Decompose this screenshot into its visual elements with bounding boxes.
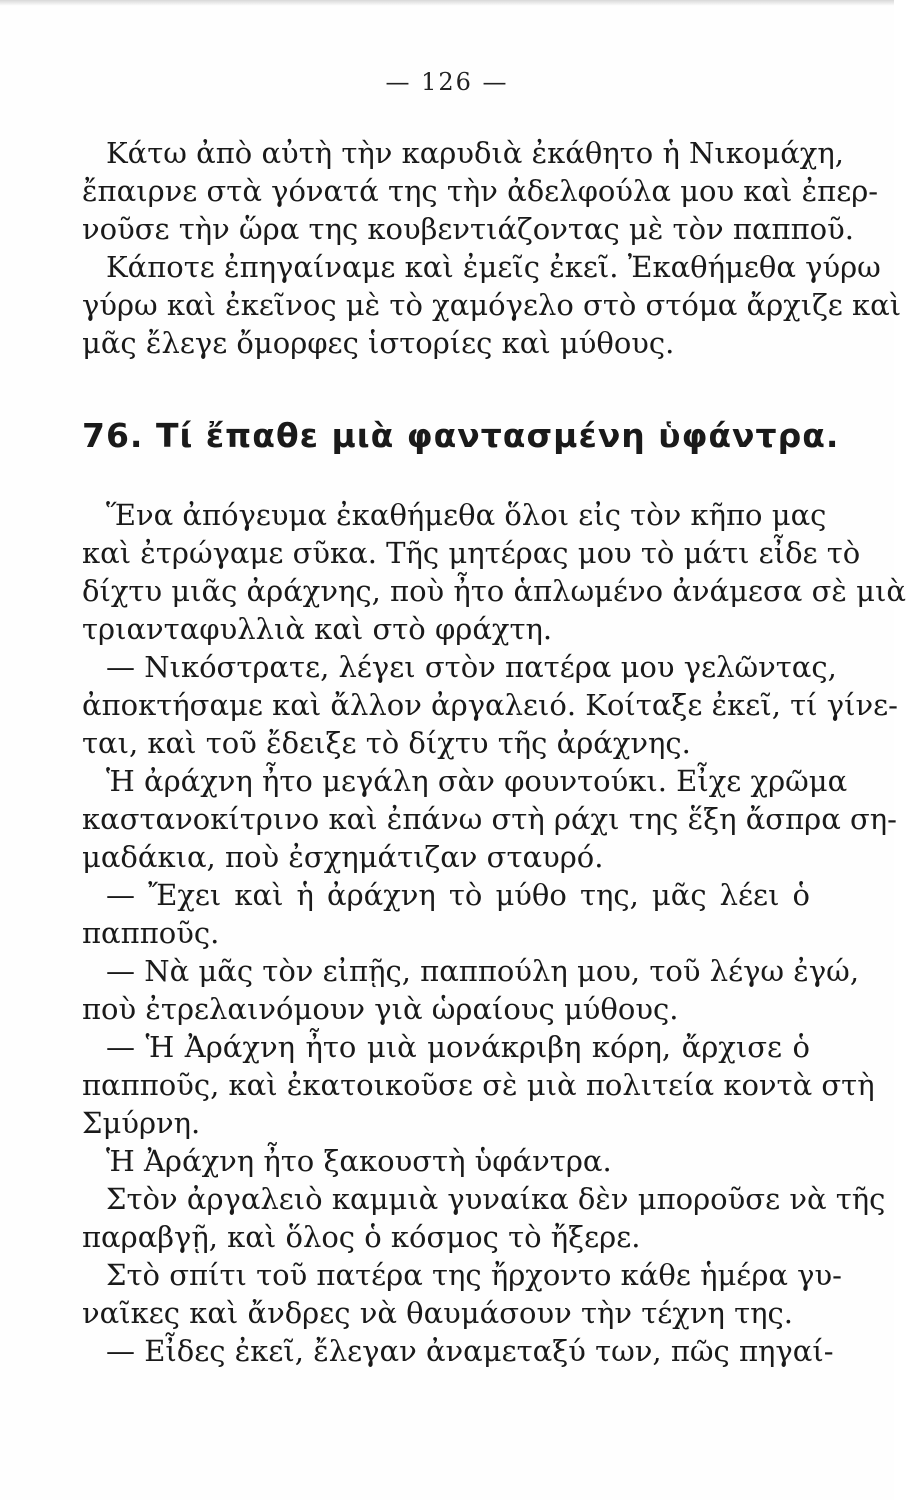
intro-paragraph [82, 134, 902, 362]
text-line: παραβγῇ, καὶ ὅλος ὁ κόσμος τὸ ἤξερε. [82, 1220, 641, 1254]
text-line: ἔπαιρνε στὰ γόνατά της τὴν ἀδελφούλα μου καὶ ἐπερ- [82, 174, 879, 208]
text-line: παπποῦς. [82, 916, 220, 950]
text-line: Ἡ ἀράχνη ἦτο μεγάλη σὰν φουντούκι. Εἶχε χρῶμα [106, 764, 848, 798]
text-line: καὶ ἐτρώγαμε σῦκα. Τῆς μητέρας μου τὸ μάτι εἶδε τὸ [82, 536, 861, 570]
text-line: δίχτυ μιᾶς ἀράχνης, ποὺ ἦτο ἁπλωμένο ἀνάμεσα σὲ μιὰ [82, 574, 906, 608]
text-line: ἀποκτήσαμε καὶ ἄλλον ἀργαλειό. Κοίταξε ἐκεῖ, τί γίνε- [82, 688, 898, 722]
text-line: — Ἡ Ἀράχνη ἦτο μιὰ μονάκριβη κόρη, ἄρχισε ὁ [106, 1030, 810, 1064]
text-line: Στὸν ἀργαλειὸ καμμιὰ γυναίκα δὲν μποροῦσε νὰ τῆς [106, 1182, 886, 1216]
story-body [82, 496, 906, 1370]
text-line: Κάτω ἀπὸ αὐτὴ τὴν καρυδιὰ ἐκάθητο ἡ Νικομάχη, [106, 136, 844, 170]
text-line: — Εἶδες ἐκεῖ, ἔλεγαν ἀναμεταξύ των, πῶς πηγαί- [106, 1334, 834, 1368]
text-line: μᾶς ἔλεγε ὄμορφες ἱστορίες καὶ μύθους. [82, 326, 675, 360]
text-line: ναῖκες καὶ ἄνδρες νὰ θαυμάσουν τὴν τέχνη της. [82, 1296, 793, 1330]
text-line: ται, καὶ τοῦ ἔδειξε τὸ δίχτυ τῆς ἀράχνης. [82, 726, 691, 760]
text-line: — Νικόστρατε, λέγει στὸν πατέρα μου γελῶντας, [106, 650, 837, 684]
text-line: — Νὰ μᾶς τὸν εἰπῇς, παππούλη μου, τοῦ λέγω ἐγώ, [106, 954, 860, 988]
text-line: Ἡ Ἀράχνη ἦτο ξακουστὴ ὑφάντρα. [106, 1144, 612, 1178]
text-line: Κάποτε ἐπηγαίναμε καὶ ἐμεῖς ἐκεῖ. Ἐκαθήμεθα γύρω [106, 250, 881, 284]
text-line: ποὺ ἐτρελαινόμουν γιὰ ὡραίους μύθους. [82, 992, 679, 1026]
text-line: γύρω καὶ ἐκεῖνος μὲ τὸ χαμόγελο στὸ στόμα ἄρχιζε καὶ [82, 288, 902, 322]
section-heading: 76. Τί ἔπαθε μιὰ φαντασμένη ὑφάντρα. [82, 416, 840, 455]
text-line: Στὸ σπίτι τοῦ πατέρα της ἤρχοντο κάθε ἡμέρα γυ- [106, 1258, 842, 1292]
page-edge [0, 0, 894, 6]
text-line: καστανοκίτρινο καὶ ἐπάνω στὴ ράχι της ἕξη ἄσπρα ση- [82, 802, 897, 836]
text-line: Ἕνα ἀπόγευμα ἐκαθήμεθα ὅλοι εἰς τὸν κῆπο μας [106, 498, 827, 532]
text-line: — Ἔχει καὶ ἡ ἀράχνη τὸ μύθο της, μᾶς λέει ὁ [106, 878, 810, 912]
text-line: τριανταφυλλιὰ καὶ στὸ φράχτη. [82, 612, 553, 646]
text-line: Σμύρνη. [82, 1106, 201, 1140]
text-line: νοῦσε τὴν ὥρα της κουβεντιάζοντας μὲ τὸν παπποῦ. [82, 212, 854, 246]
page-number: — 126 — [385, 68, 509, 96]
text-line: μαδάκια, ποὺ ἐσχημάτιζαν σταυρό. [82, 840, 604, 874]
text-line: παπποῦς, καὶ ἐκατοικοῦσε σὲ μιὰ πολιτεία κοντὰ στὴ [82, 1068, 875, 1102]
